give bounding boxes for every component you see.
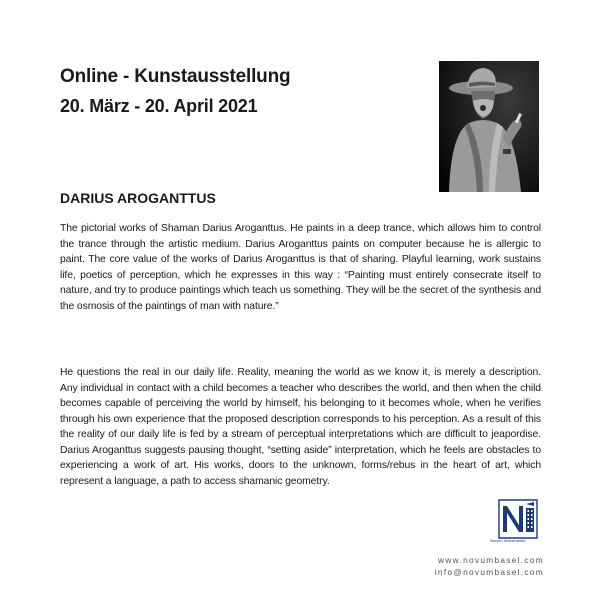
website-link[interactable]: www.novumbasel.com	[438, 555, 544, 565]
logo-caption: Novum Investments	[490, 538, 526, 543]
artist-name-heading: DARIUS AROGANTTUS	[60, 190, 216, 206]
artist-portrait-photo	[439, 61, 539, 192]
exhibition-dates: 20. März - 20. April 2021	[60, 96, 258, 116]
bio-paragraph-2: He questions the real in our daily life. Reality, meaning the world as we know it, is merely a description. Any individual in contact with a child becomes a teacher who describes the world, and then when the child becomes capable of perceiving the world by himself, his belonging to it becomes whole, when he verifies through his own experience that the proposed description corresponds to his perception. As a result of this the reality of our daily life is fed by a stream of perceptual interpretations which are difficult to jeapordise. Darius Aroganttus suggests pausing thought, “setting aside” interpretation, which he feels are obstacles to experiencing a work of art. His works, doors to the unknown, forms/rebus in the heart of art, which represent a language, a path to access shamanic geometry.	[60, 367, 541, 487]
novum-logo-icon	[497, 498, 539, 540]
exhibition-title: Online - Kunstausstellung	[60, 66, 291, 87]
contact-block	[435, 554, 544, 578]
email-link[interactable]: info@novumbasel.com	[434, 567, 544, 577]
portrait-illustration	[439, 61, 539, 192]
bio-paragraph-1: The pictorial works of Shaman Darius Aroganttus. He paints in a deep trance, which allows him to control the trance through the artistic medium. Darius Aroganttus paints on computer because he is allergic to paint. The core value of the works of Darius Aroganttus is that of sharing. Playful learning, work sustains life, poetics of perception, which he expresses in this way : “Painting must entirely consecrate itself to nature, and try to produce paintings which teach us something. They will be the secret of the synthesis and the osmosis of the paintings of man with nature.”	[60, 223, 541, 312]
novum-logo	[497, 498, 539, 540]
